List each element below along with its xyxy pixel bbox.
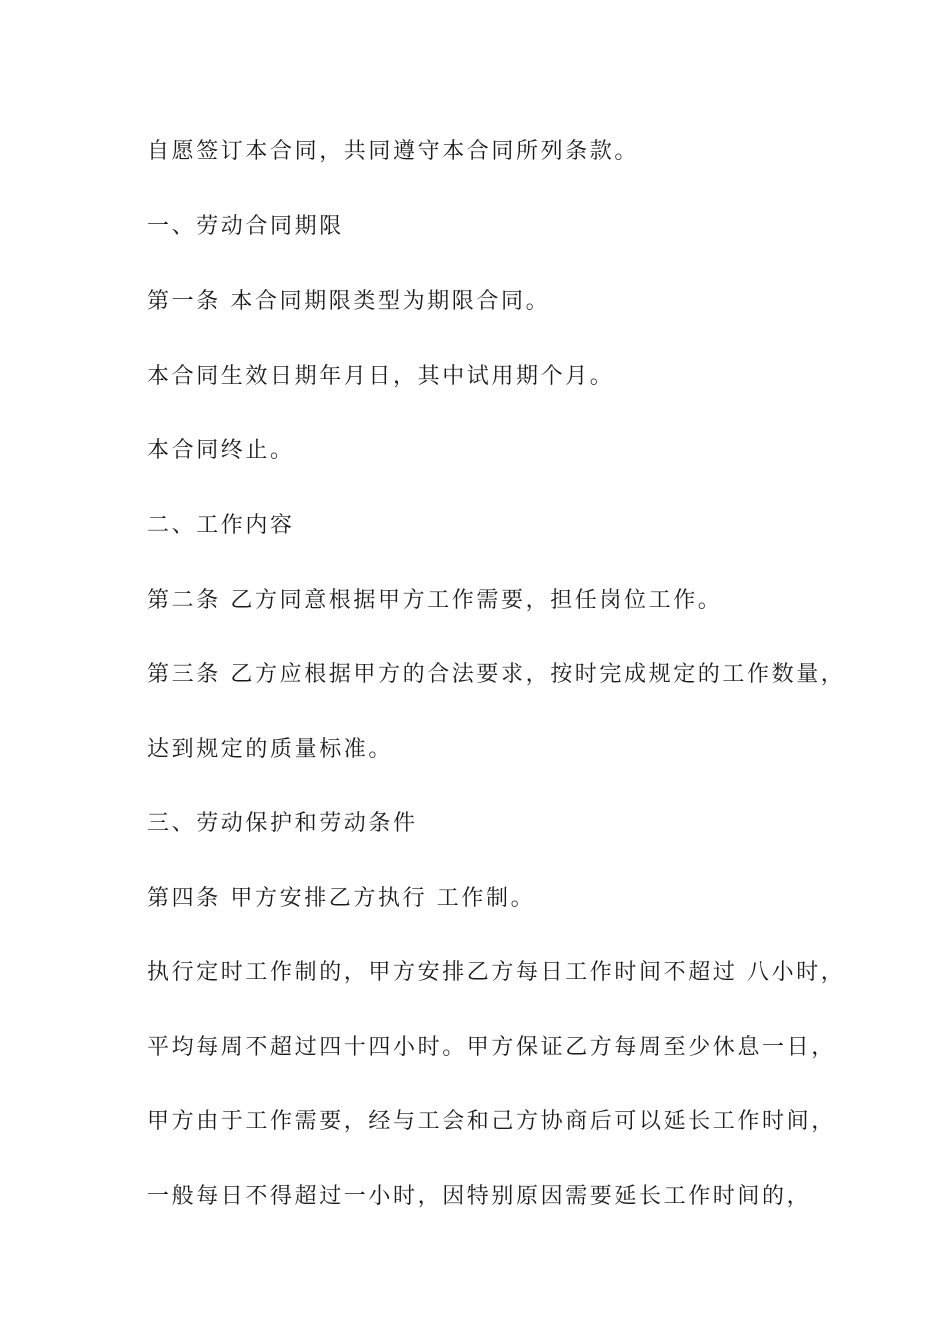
paragraph-line: 第四条 甲方安排乙方执行 工作制。: [147, 886, 536, 911]
paragraph-line: 执行定时工作制的，甲方安排乙方每日工作时间不超过 八小时，: [147, 960, 846, 985]
paragraph-line: 平均每周不超过四十四小时。甲方保证乙方每周至少休息一日，: [147, 1035, 836, 1060]
paragraph-line: 第二条 乙方同意根据甲方工作需要，担任岗位工作。: [147, 588, 723, 613]
paragraph-line: 第一条 本合同期限类型为期限合同。: [147, 289, 551, 314]
section-heading: 一、劳动合同期限: [147, 214, 344, 239]
paragraph-line: 达到规定的质量标准。: [147, 737, 394, 762]
section-heading: 三、劳动保护和劳动条件: [147, 811, 418, 836]
paragraph-line: 本合同终止。: [147, 438, 295, 463]
paragraph-line: 本合同生效日期年月日，其中试用期个月。: [147, 364, 615, 389]
paragraph-line: 一般每日不得超过一小时，因特别原因需要延长工作时间的，: [147, 1184, 812, 1209]
paragraph-line: 甲方由于工作需要，经与工会和己方协商后可以延长工作时间，: [147, 1109, 836, 1134]
section-heading: 二、工作内容: [147, 513, 295, 538]
paragraph-line: 自愿签订本合同，共同遵守本合同所列条款。: [147, 139, 640, 164]
paragraph-line: 第三条 乙方应根据甲方的合法要求，按时完成规定的工作数量，: [147, 662, 846, 687]
